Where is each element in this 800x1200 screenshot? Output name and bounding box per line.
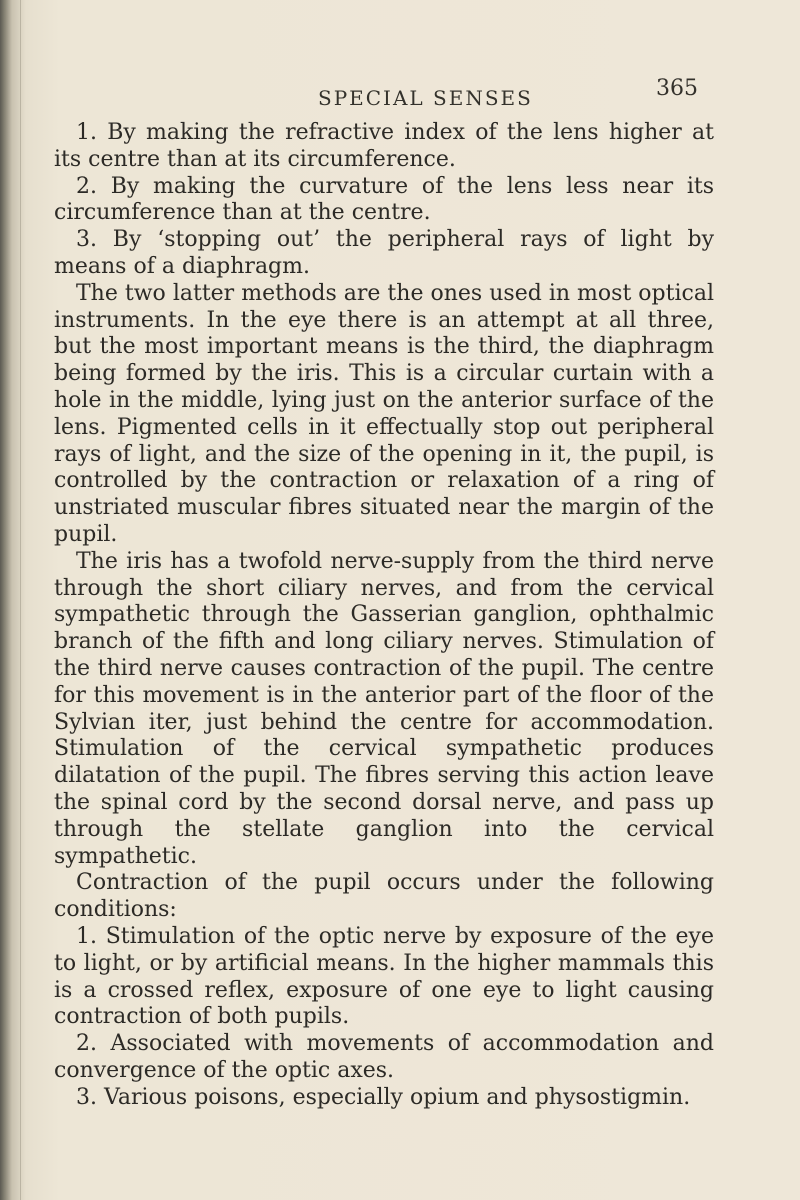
paragraph-iris-diaphragm: The two latter methods are the ones used in most optical instruments. In the eye there is an attempt at all three, but the most important means is the third, the diaphragm being formed by the iris. This is a circular curtain with a hole in the middle, lying just on the anterior surface of the lens. Pigmented cells in it effectually stop out peripheral rays of light, and the size of the opening in it, the pupil, is controlled by the contraction or relaxation of a ring of unstriated muscular fibres situated near the margin of the pupil. [54,280,714,547]
body-text [54,120,714,1111]
running-title: SPECIAL SENSES [318,86,533,110]
paragraph-method-1: 1. By making the refractive index of the lens higher at its centre than at its circumference. [54,120,714,172]
binding-gutter [20,0,21,1200]
paragraph-condition-3: 3. Various poisons, especially opium and physostigmin. [76,1084,691,1110]
paragraph-method-3: 3. By ‘stopping out’ the peripheral rays of light by means of a diaphragm. [54,227,714,279]
page-number: 365 [656,76,698,101]
paragraph-contraction-conditions: Contraction of the pupil occurs under the following conditions: [54,870,714,923]
paragraph-condition-2: 2. Associated with movements of accommodation and convergence of the optic axes. [54,1031,714,1083]
paragraph-condition-1: 1. Stimulation of the optic nerve by exposure of the eye to light, or by artificial means. In the higher mammals this is a crossed reflex, exposure of one eye to light causing contraction of both pupils. [54,923,714,1030]
paragraph-method-2: 2. By making the curvature of the lens less near its circumference than at the centre. [54,173,714,226]
paragraph-iris-nerve-supply: The iris has a twofold nerve-supply from the third nerve through the short ciliary nerves, and from the cervical sympathetic through the Gasserian ganglion, ophthalmic branch of the fifth and long ciliary nerves. Stimulation of the third nerve causes contraction of the pupil. The centre for this movement is in the anterior part of the floor of the Sylvian iter, just behind the centre for accommodation. Stimulation of the cervical sympathetic produces dilatation of the pupil. The fibres serving this action leave the spinal cord by the second dorsal nerve, and pass up through the stellate ganglion into the cervical sympathetic. [54,548,714,869]
